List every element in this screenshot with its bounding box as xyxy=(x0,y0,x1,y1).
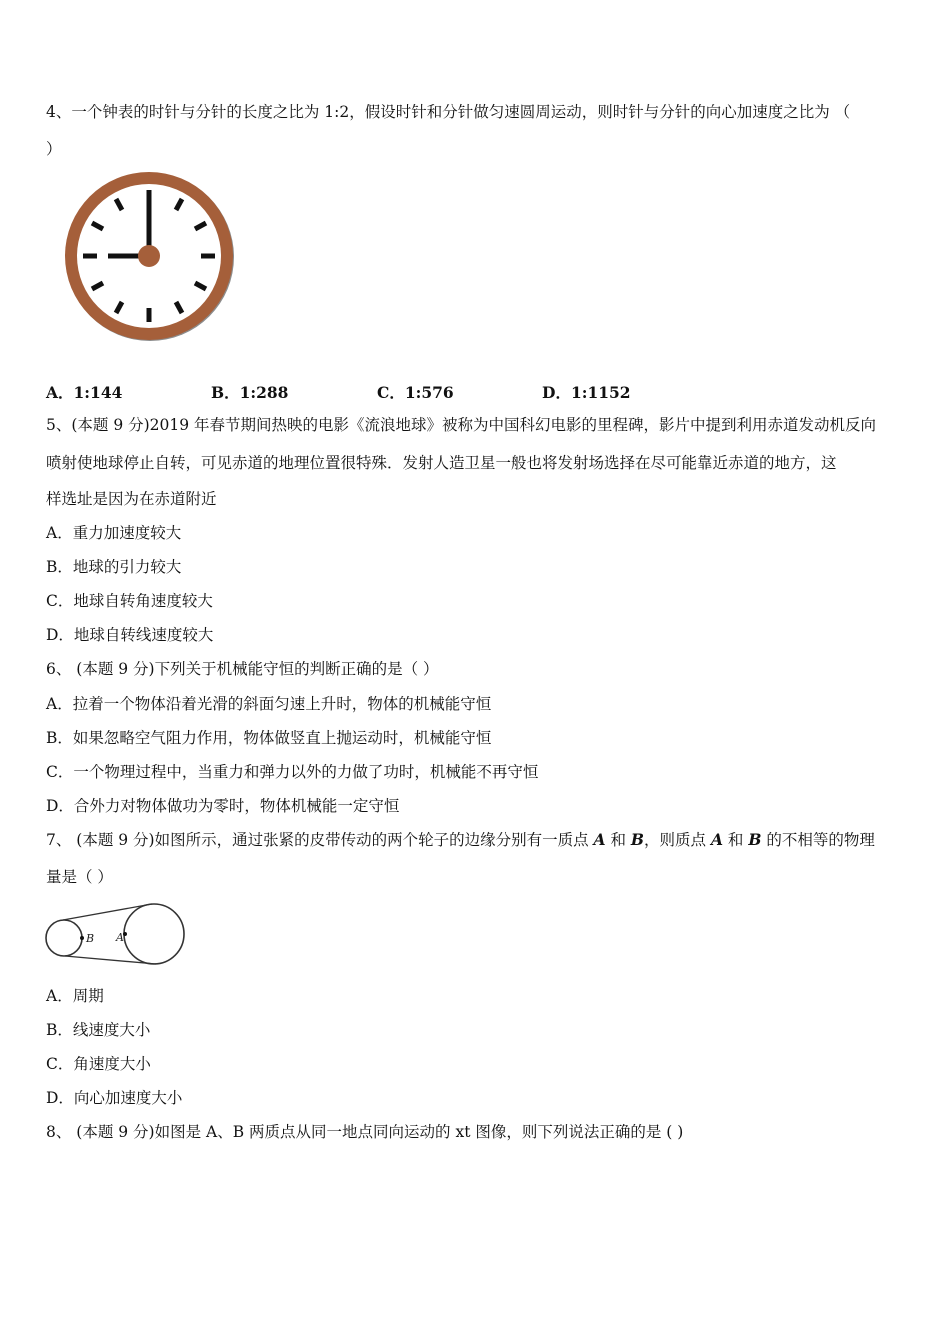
q6-stem: 6、 (本题 9 分)下列关于机械能守恒的判断正确的是（ ） xyxy=(46,660,439,678)
q7-stem-part2: 和 xyxy=(605,831,631,849)
large-pulley xyxy=(124,904,184,964)
q5-option-d: D．地球自转线速度较大 xyxy=(46,626,214,644)
q7-var-a-2: A xyxy=(710,830,723,849)
q4-option-a: A．1:144 xyxy=(46,383,123,402)
q7-option-b: B．线速度大小 xyxy=(46,1021,151,1039)
q6-option-c: C．一个物理过程中，当重力和弹力以外的力做了功时，机械能不再守恒 xyxy=(46,763,539,781)
clock-center-hub xyxy=(138,245,160,267)
q5-stem-line2: 喷射使地球停止自转，可见赤道的地理位置很特殊．发射人造卫星一般也将发射场选择在尽可能靠近赤道的地方，这 xyxy=(46,454,837,472)
q4-option-b: B．1:288 xyxy=(211,383,289,402)
q7-option-a: A．周期 xyxy=(46,987,104,1005)
q6-option-a: A．拉着一个物体沿着光滑的斜面匀速上升时，物体的机械能守恒 xyxy=(46,695,492,713)
point-b-dot xyxy=(80,936,84,940)
q6-option-b: B．如果忽略空气阻力作用，物体做竖直上抛运动时，机械能守恒 xyxy=(46,729,492,747)
q7-stem-line2: 量是（ ） xyxy=(46,868,113,886)
belt-top xyxy=(63,904,152,920)
point-b-label: B xyxy=(86,932,95,945)
q7-var-a: A xyxy=(593,830,606,849)
q7-stem-line1 xyxy=(46,830,875,850)
q6-option-d: D．合外力对物体做功为零时，物体机械能一定守恒 xyxy=(46,797,400,815)
q7-stem-part4: 和 xyxy=(723,831,749,849)
q7-var-b: B xyxy=(630,830,645,849)
q5-stem-line3: 样选址是因为在赤道附近 xyxy=(46,490,217,508)
belt-bottom xyxy=(65,956,156,964)
q4-option-c: C．1:576 xyxy=(377,383,454,402)
q7-var-b-2: B xyxy=(748,830,762,849)
q4-stem-line1: 4、一个钟表的时针与分针的长度之比为 1:2，假设时针和分针做匀速圆周运动，则时针与分针的向心加速度之比为 （ xyxy=(46,103,851,121)
q4-options xyxy=(46,381,806,401)
small-pulley xyxy=(46,920,82,956)
clock-figure xyxy=(58,168,242,348)
q7-stem-part5: 的不相等的物理 xyxy=(761,831,875,849)
point-a-label: A xyxy=(116,931,124,944)
q5-option-b: B．地球的引力较大 xyxy=(46,558,182,576)
q7-option-c: C．角速度大小 xyxy=(46,1055,151,1073)
q5-stem-line1: 5、(本题 9 分)2019 年春节期间热映的电影《流浪地球》被称为中国科幻电影的里程碑，影片中提到利用赤道发动机反向 xyxy=(46,416,877,434)
belt-pulley-figure xyxy=(42,898,192,970)
q8-stem: 8、 (本题 9 分)如图是 A、B 两质点从同一地点同向运动的 xt 图像，则下列说法正确的是 ( ) xyxy=(46,1123,684,1141)
q5-option-a: A．重力加速度较大 xyxy=(46,524,182,542)
q5-option-c: C．地球自转角速度较大 xyxy=(46,592,213,610)
q7-stem-part1: 7、 (本题 9 分)如图所示，通过张紧的皮带传动的两个轮子的边缘分别有一质点 xyxy=(46,831,594,849)
q4-stem-line2: ） xyxy=(46,140,62,158)
q7-option-d: D．向心加速度大小 xyxy=(46,1089,183,1107)
q4-option-d: D．1:1152 xyxy=(542,383,631,402)
q7-stem-part3: ，则质点 xyxy=(644,831,711,849)
